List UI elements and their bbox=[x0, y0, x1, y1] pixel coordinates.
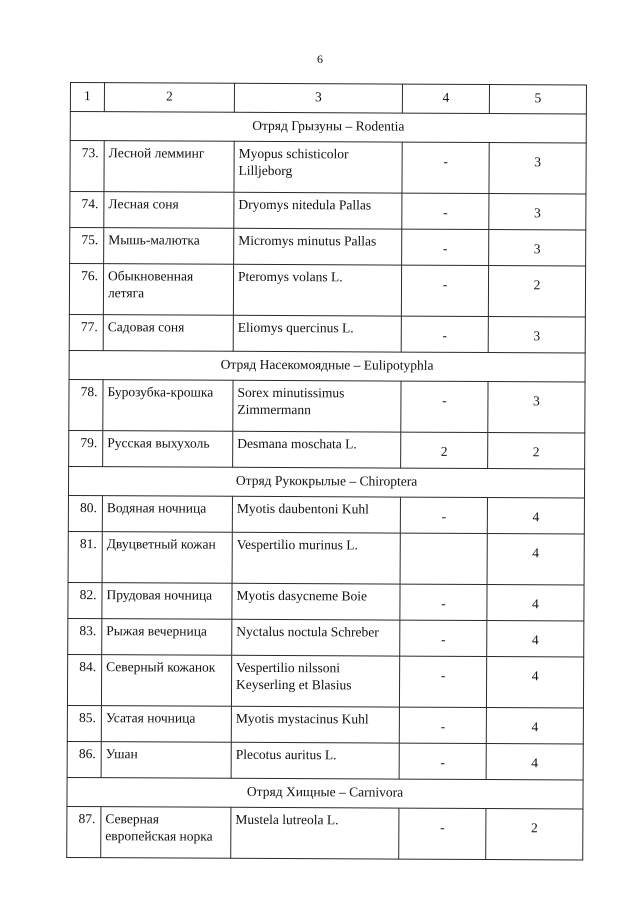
species-category: 4 bbox=[486, 708, 583, 744]
species-category: 2 bbox=[488, 266, 585, 317]
species-name-lat: Plecotus auritus L. bbox=[231, 742, 399, 779]
species-number: 73. bbox=[70, 141, 104, 192]
species-category: 4 bbox=[487, 621, 584, 657]
order-heading: Отряд Хищные – Carnivora bbox=[67, 777, 583, 809]
species-name-lat: Desmana moschata L. bbox=[233, 431, 401, 468]
species-status: - bbox=[401, 316, 488, 352]
species-row bbox=[70, 192, 586, 231]
species-name-ru: Рыжая вечерница bbox=[102, 619, 232, 656]
species-row bbox=[69, 314, 585, 353]
species-number: 75. bbox=[70, 228, 104, 264]
species-name-ru: Усатая ночница bbox=[101, 706, 231, 743]
species-number: 77. bbox=[69, 314, 103, 350]
species-name-ru: Лесной лемминг bbox=[104, 141, 234, 193]
species-name-ru: Ушан bbox=[101, 742, 231, 779]
species-number: 84. bbox=[67, 654, 101, 705]
table-body bbox=[67, 83, 587, 861]
species-row bbox=[69, 430, 585, 469]
species-name-lat: Vespertilio nilssoni Keyserling et Blasius bbox=[231, 655, 399, 707]
species-status: - bbox=[402, 142, 489, 193]
species-number: 83. bbox=[68, 618, 102, 654]
species-status: - bbox=[400, 584, 487, 620]
species-name-ru: Лесная соня bbox=[104, 192, 234, 229]
table-header-row bbox=[70, 83, 586, 115]
species-row bbox=[68, 495, 584, 534]
species-number: 78. bbox=[69, 379, 103, 430]
species-name-lat: Mustela lutreola L. bbox=[231, 807, 399, 859]
species-name-lat: Sorex minutissimus Zimmermann bbox=[233, 380, 401, 432]
species-category: 4 bbox=[486, 657, 583, 708]
species-name-lat: Myopus schisticolor Lilljeborg bbox=[234, 141, 402, 193]
species-name-ru: Обыкновенная летяга bbox=[103, 264, 233, 316]
header-cell-category: 5 bbox=[489, 85, 586, 114]
order-heading-row bbox=[67, 777, 583, 809]
species-name-lat: Nyctalus noctula Schreber bbox=[232, 619, 400, 656]
species-row bbox=[68, 618, 584, 657]
order-heading-row bbox=[68, 466, 584, 498]
species-status: - bbox=[402, 193, 489, 229]
species-name-lat: Eliomys quercinus L. bbox=[233, 315, 401, 352]
species-status: - bbox=[399, 656, 486, 707]
species-status: - bbox=[401, 381, 488, 432]
species-category: 3 bbox=[489, 194, 586, 230]
species-status: 2 bbox=[401, 432, 488, 468]
species-name-lat: Micromys minutus Pallas bbox=[234, 228, 402, 265]
page-number: 6 bbox=[317, 52, 323, 66]
species-row bbox=[68, 531, 584, 585]
species-category: 3 bbox=[488, 317, 585, 353]
species-number: 76. bbox=[69, 264, 103, 315]
header-cell-number: 1 bbox=[70, 83, 104, 112]
species-status: - bbox=[400, 497, 487, 533]
species-number: 87. bbox=[67, 806, 101, 857]
species-name-lat: Myotis dasycneme Boie bbox=[232, 583, 400, 620]
header-cell-name-ru: 2 bbox=[104, 83, 234, 113]
species-name-lat: Pteromys volans L. bbox=[233, 264, 401, 316]
order-heading: Отряд Насекомоядные – Eulipotyphla bbox=[69, 350, 585, 382]
order-heading-row bbox=[70, 112, 586, 144]
species-category: 2 bbox=[486, 809, 583, 860]
species-row bbox=[70, 141, 586, 195]
order-heading-row bbox=[69, 350, 585, 382]
species-status: - bbox=[399, 808, 486, 859]
species-name-ru: Садовая соня bbox=[103, 315, 233, 352]
species-name-lat: Dryomys nitedula Pallas bbox=[234, 192, 402, 229]
species-category: 4 bbox=[487, 585, 584, 621]
species-status: - bbox=[401, 265, 488, 316]
header-cell-status: 4 bbox=[402, 84, 489, 113]
species-name-ru: Северный кожанок bbox=[101, 655, 231, 707]
species-category: 4 bbox=[487, 498, 584, 534]
species-row bbox=[67, 741, 583, 780]
species-status bbox=[400, 533, 487, 584]
species-category: 3 bbox=[489, 230, 586, 266]
species-number: 74. bbox=[70, 192, 104, 228]
species-number: 85. bbox=[67, 705, 101, 741]
order-heading: Отряд Рукокрылые – Chiroptera bbox=[68, 466, 584, 498]
species-name-ru: Двуцветный кожан bbox=[102, 532, 232, 584]
species-category: 4 bbox=[486, 744, 583, 780]
species-status: - bbox=[402, 229, 489, 265]
species-name-ru: Водяная ночница bbox=[102, 496, 232, 533]
species-name-lat: Vespertilio murinus L. bbox=[232, 532, 400, 584]
species-status: - bbox=[399, 743, 486, 779]
species-number: 80. bbox=[68, 495, 102, 531]
species-row bbox=[67, 806, 583, 860]
species-status: - bbox=[400, 620, 487, 656]
species-name-ru: Прудовая ночница bbox=[102, 583, 232, 620]
species-row bbox=[69, 264, 585, 318]
species-number: 81. bbox=[68, 531, 102, 582]
species-row bbox=[68, 582, 584, 621]
species-name-ru: Бурозубка-крошка bbox=[103, 380, 233, 432]
species-table bbox=[66, 82, 587, 861]
species-row bbox=[69, 379, 585, 433]
species-row bbox=[67, 654, 583, 708]
species-category: 3 bbox=[488, 382, 585, 433]
species-number: 86. bbox=[67, 741, 101, 777]
species-name-ru: Мышь-малютка bbox=[104, 228, 234, 265]
species-name-ru: Северная европейская норка bbox=[101, 807, 231, 859]
species-name-ru: Русская выхухоль bbox=[103, 431, 233, 468]
species-number: 79. bbox=[69, 430, 103, 466]
species-number: 82. bbox=[68, 582, 102, 618]
header-cell-name-lat: 3 bbox=[234, 83, 402, 113]
order-heading: Отряд Грызуны – Rodentia bbox=[70, 112, 586, 144]
species-status: - bbox=[399, 707, 486, 743]
species-name-lat: Myotis daubentoni Kuhl bbox=[232, 496, 400, 533]
species-category: 4 bbox=[487, 534, 584, 585]
species-category: 2 bbox=[488, 433, 585, 469]
species-row bbox=[67, 705, 583, 744]
species-name-lat: Myotis mystacinus Kuhl bbox=[231, 706, 399, 743]
species-row bbox=[70, 228, 586, 267]
species-category: 3 bbox=[489, 143, 586, 194]
